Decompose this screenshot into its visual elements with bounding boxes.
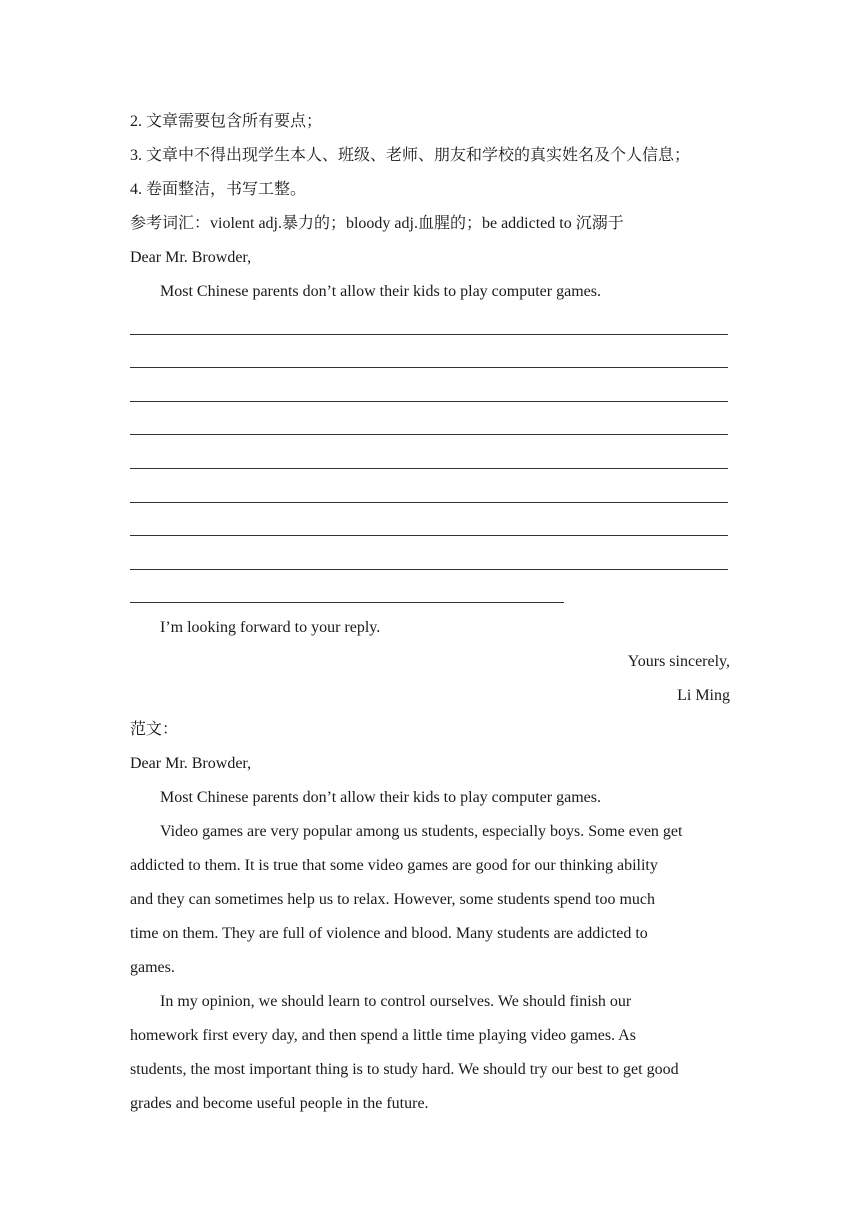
sample-text-line: homework first every day, and then spend a little time playing video games. As: [130, 1027, 636, 1045]
letter-signature: Li Ming: [677, 687, 730, 705]
requirement-item: 2. 文章需要包含所有要点；: [130, 113, 323, 130]
writing-line[interactable]: [130, 367, 728, 368]
sample-heading: 范文：: [130, 721, 179, 739]
letter-opening: Most Chinese parents don’t allow their kids to play computer games.: [160, 283, 601, 300]
sample-opening: Most Chinese parents don’t allow their kids to play computer games.: [160, 789, 601, 807]
sample-paragraph-1: [130, 815, 730, 985]
letter-salutation: Dear Mr. Browder,: [130, 249, 252, 266]
writing-line[interactable]: [130, 569, 728, 570]
requirement-item: 3. 文章中不得出现学生本人、班级、老师、朋友和学校的真实姓名及个人信息；: [130, 147, 691, 164]
sample-text-line: time on them. They are full of violence and blood. Many students are addicted to: [130, 925, 648, 943]
sample-text-line: games.: [130, 959, 175, 977]
writing-line[interactable]: [130, 334, 728, 335]
writing-line[interactable]: [130, 468, 728, 469]
sample-salutation: Dear Mr. Browder,: [130, 755, 252, 773]
letter-closing: I’m looking forward to your reply.: [160, 619, 381, 637]
writing-line[interactable]: [130, 401, 728, 402]
vocabulary-hint: 参考词汇：violent adj.暴力的；bloody adj.血腥的；be addicted to 沉溺于: [130, 215, 624, 232]
sample-text-line: In my opinion, we should learn to control ourselves. We should finish our: [160, 993, 632, 1011]
letter-signoff: Yours sincerely,: [627, 653, 730, 671]
writing-line[interactable]: [130, 502, 728, 503]
writing-area: [130, 309, 730, 611]
sample-text-line: and they can sometimes help us to relax. However, some students spend too much: [130, 891, 656, 909]
requirement-item: 4. 卷面整洁，书写工整。: [130, 181, 307, 198]
document-content: [130, 105, 730, 1121]
writing-line[interactable]: [130, 434, 728, 435]
sample-paragraph-2: [130, 985, 730, 1121]
sample-text-line: addicted to them. It is true that some video games are good for our thinking ability: [130, 857, 658, 875]
writing-line[interactable]: [130, 602, 564, 603]
sample-text-line: Video games are very popular among us students, especially boys. Some even get: [160, 823, 683, 841]
sample-text-line: students, the most important thing is to study hard. We should try our best to get good: [130, 1061, 679, 1079]
writing-line[interactable]: [130, 535, 728, 536]
sample-text-line: grades and become useful people in the future.: [130, 1095, 429, 1113]
